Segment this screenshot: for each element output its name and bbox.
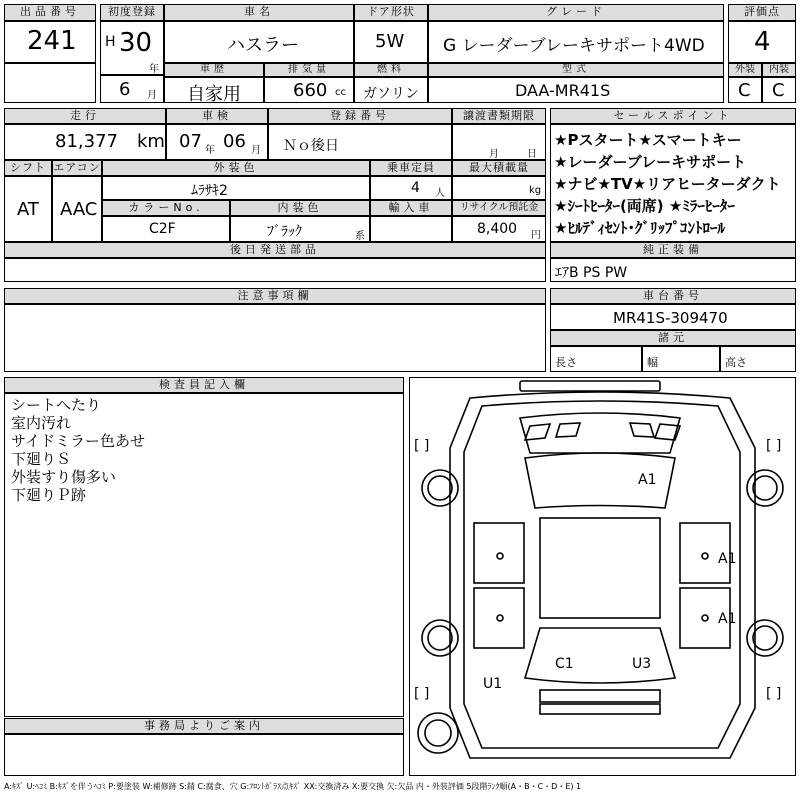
mileage-value: 81,377 km xyxy=(4,124,166,160)
chassis-value: MR41S-309470 xyxy=(550,304,796,330)
mileage-label: 走行 xyxy=(4,108,166,124)
model-label: 型式 xyxy=(428,63,724,77)
damage-mark: A1 xyxy=(718,611,737,627)
int-color-value: ﾌﾞﾗｯｸ 系 xyxy=(230,216,370,242)
damage-mark: A1 xyxy=(638,472,657,488)
dim-width: 幅 xyxy=(642,346,720,372)
note-line: サイドミラー色あせ xyxy=(11,432,145,450)
lot-no-label: 出品番号 xyxy=(4,4,96,21)
equip-label: 純正装備 xyxy=(550,242,796,258)
first-reg-value: H 30 年 xyxy=(100,21,164,75)
later-parts-value xyxy=(4,258,546,282)
sales-list xyxy=(550,124,796,242)
color-no-value: C2F xyxy=(102,216,230,242)
caution-label: 注意事項欄 xyxy=(4,288,546,304)
sales-item: ★Pスタート★スマートキー xyxy=(554,131,742,149)
office-label: 事務局よりご案内 xyxy=(4,718,404,734)
grade-value: G レーダーブレーキサポート4WD xyxy=(428,21,724,63)
import-value xyxy=(370,216,452,242)
damage-diagram xyxy=(409,377,796,776)
lot-no-value xyxy=(4,21,96,63)
office-value xyxy=(4,734,404,776)
damage-mark: A1 xyxy=(718,551,737,567)
car-name-label: 車名 xyxy=(164,4,354,21)
transfer-value: 月 日 xyxy=(452,124,546,160)
caution-value xyxy=(4,304,546,372)
displacement-label: 排気量 xyxy=(264,63,354,77)
bracket-left-top: [ ] xyxy=(414,438,430,454)
plate-value: Ｎｏ後日 xyxy=(268,124,452,160)
load-label: 最大積載量 xyxy=(452,160,546,176)
grade-label: グレード xyxy=(428,4,724,21)
int-value: C xyxy=(762,77,796,103)
shift-label: シフト xyxy=(4,160,52,176)
sales-item: ★ナビ★TV★リアヒーターダクト xyxy=(554,175,781,193)
equip-value: ｴｱB PS PW xyxy=(550,258,796,282)
import-label: 輸入車 xyxy=(370,200,452,216)
damage-mark: C1 xyxy=(555,656,574,672)
seats-label: 乗車定員 xyxy=(370,160,452,176)
int-label: 内装 xyxy=(762,63,796,77)
score-value: 4 xyxy=(728,21,796,63)
inspection-value: 07 年 06 月 xyxy=(166,124,268,160)
history-label: 車歴 xyxy=(164,63,264,77)
later-parts-label: 後日発送部品 xyxy=(4,242,546,258)
recycle-label: リサイクル預託金 xyxy=(452,200,546,216)
bracket-right-bottom: [ ] xyxy=(766,686,782,702)
ext-color-value: ﾑﾗｻｷ2 xyxy=(102,176,370,200)
int-color-label: 内装色 xyxy=(230,200,370,216)
sales-item: ★ｼｰﾄﾋｰﾀｰ(両席) ★ﾐﾗｰﾋｰﾀｰ xyxy=(554,197,735,215)
lot-no-blank xyxy=(4,63,96,103)
legend-footer: A:ｷｽﾞ U:ﾍｺﾐ B:ｷｽﾞを伴うﾍｺﾐ P:要塗装 W:補修跡 S:錆 C:腐食、穴 G:ﾌﾛﾝﾄｶﾞﾗｽ点ｷｽﾞ XX:交換済み X:要交換 欠:欠品 内・外装評価 5段階ﾗﾝｸ順(A・B・C・D・E) 1 xyxy=(4,782,582,791)
sales-label: セールスポイント xyxy=(550,108,796,124)
model-value: DAA-MR41S xyxy=(428,77,724,103)
fuel-value: ガソリン xyxy=(354,77,428,103)
fuel-label: 燃料 xyxy=(354,63,428,77)
car-outline-diagram xyxy=(410,378,795,775)
displacement-value: 660 cc xyxy=(264,77,354,103)
history-value: 自家用 xyxy=(164,77,264,103)
ext-color-label: 外装色 xyxy=(102,160,370,176)
sales-item: ★レーダーブレーキサポート xyxy=(554,153,747,171)
recycle-value: 8,400 円 xyxy=(452,216,546,242)
bracket-right-top: [ ] xyxy=(766,438,782,454)
chassis-label: 車台番号 xyxy=(550,288,796,304)
bracket-left-bottom: [ ] xyxy=(414,686,430,702)
dim-height: 高さ xyxy=(720,346,796,372)
inspector-notes xyxy=(4,393,404,717)
first-reg-label: 初度登録 xyxy=(100,4,164,21)
damage-mark: U1 xyxy=(483,676,503,692)
first-reg-month: 6 月 xyxy=(100,75,164,103)
ac-label: エアコン xyxy=(53,161,101,174)
score-label: 評価点 xyxy=(728,4,796,21)
dims-label: 諸元 xyxy=(550,330,796,346)
sales-item: ★ﾋﾙﾃﾞｨｾﾝﾄ･ｸﾞﾘｯﾌﾟｺﾝﾄﾛｰﾙ xyxy=(554,219,725,237)
color-no-label: カラーNo. xyxy=(102,200,230,216)
inspector-label: 検査員記入欄 xyxy=(4,377,404,393)
shift-value: AT xyxy=(4,176,52,242)
lot-no: 241 xyxy=(27,26,77,56)
dim-length: 長さ xyxy=(550,346,642,372)
seats-value: 4 人 xyxy=(370,176,452,200)
note-line: 下廻りＳ xyxy=(11,450,72,468)
note-line: 下廻りＰ跡 xyxy=(11,486,87,504)
transfer-label: 譲渡書類期限 xyxy=(452,108,546,124)
load-value: kg xyxy=(452,176,546,200)
note-line: シートへたり xyxy=(11,396,102,414)
door-value: 5W xyxy=(354,21,428,63)
damage-mark: U3 xyxy=(632,656,652,672)
note-line: 外装すり傷多い xyxy=(11,468,117,486)
ext-label: 外装 xyxy=(728,63,762,77)
ac-value: AAC xyxy=(52,176,102,242)
door-label: ドア形状 xyxy=(354,4,428,21)
note-line: 室内汚れ xyxy=(11,414,72,432)
plate-label: 登録番号 xyxy=(268,108,452,124)
inspection-label: 車検 xyxy=(166,108,268,124)
ext-value: C xyxy=(728,77,762,103)
car-name-value: ハスラー xyxy=(164,21,354,63)
